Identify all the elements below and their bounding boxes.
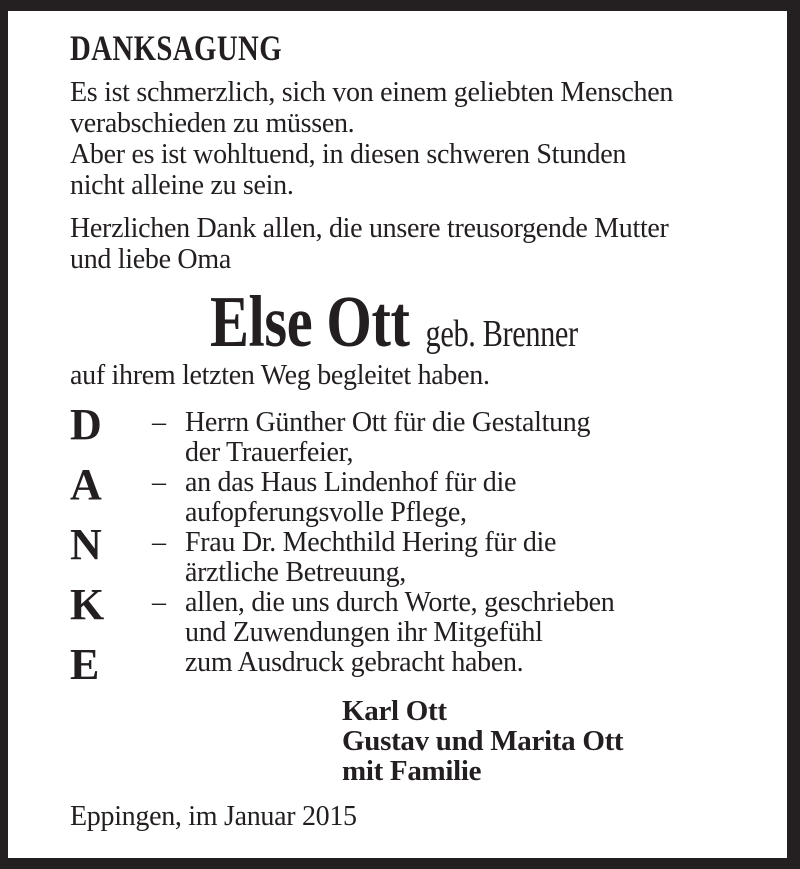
signatory-name: mit Familie (342, 755, 482, 787)
ack-line: Frau Dr. Mechthild Hering für die (185, 527, 557, 558)
acknowledgement-item (152, 468, 615, 528)
deceased-name: Else Ott (210, 281, 410, 362)
dash-bullet: – (152, 467, 166, 498)
place-date: Eppingen, im Januar 2015 (70, 801, 357, 832)
dash-bullet: – (152, 587, 166, 618)
ack-line: der Trauerfeier, (185, 437, 354, 468)
danke-letter-a: A (70, 460, 102, 509)
acknowledgement-item (152, 528, 615, 588)
maiden-name: geb. Brenner (425, 313, 578, 355)
thanks-line: Herzlichen Dank allen, die unsere treusorgende Mutter (70, 213, 669, 244)
signature-block (342, 696, 623, 786)
intro-paragraph (70, 77, 673, 201)
deceased-name-row (210, 281, 578, 362)
ack-line: allen, die uns durch Worte, geschrieben (185, 587, 615, 618)
danke-letter-d: D (70, 400, 102, 449)
danke-letter-e: E (70, 640, 100, 689)
danke-letter-n: N (70, 520, 102, 569)
acknowledgement-item (152, 408, 615, 468)
ack-line: ärztliche Betreuung, (185, 557, 407, 588)
signatory-name: Gustav und Marita Ott (342, 725, 624, 757)
intro-line: verabschieden zu müssen. (70, 108, 355, 139)
ack-line: aufopferungsvolle Pflege, (185, 497, 467, 528)
ack-line: an das Haus Lindenhof für die (185, 467, 517, 498)
signatory-name: Karl Ott (342, 695, 447, 727)
dash-bullet: – (152, 527, 166, 558)
notice-title: DANKSAGUNG (70, 28, 283, 68)
intro-line: Aber es ist wohltuend, in diesen schweren Stunden (70, 139, 627, 170)
danke-letter-k: K (70, 580, 105, 629)
dash-bullet: – (152, 407, 166, 438)
acknowledgement-list (152, 408, 615, 678)
ack-line: Herrn Günther Ott für die Gestaltung (185, 407, 591, 438)
ack-line: und Zuwendungen ihr Mitgefühl (185, 617, 543, 648)
intro-line: Es ist schmerzlich, sich von einem geliebten Menschen (70, 77, 674, 108)
ack-line: zum Ausdruck gebracht haben. (185, 647, 524, 678)
thanks-line: und liebe Oma (70, 244, 231, 275)
thanks-paragraph (70, 213, 669, 275)
acknowledgement-item (152, 588, 615, 678)
intro-line: nicht alleine zu sein. (70, 170, 294, 201)
farewell-line: auf ihrem letzten Weg begleitet haben. (70, 360, 490, 391)
